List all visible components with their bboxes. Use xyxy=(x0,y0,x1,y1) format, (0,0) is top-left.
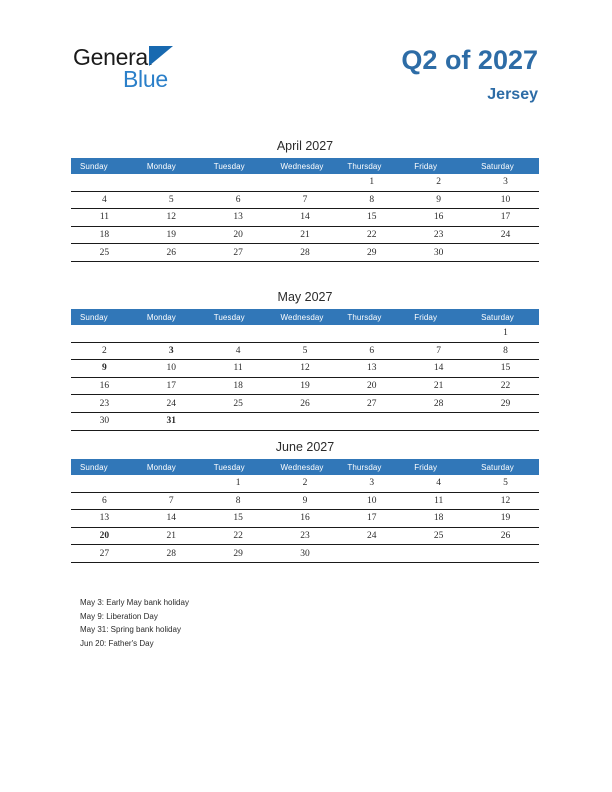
week-row xyxy=(71,342,539,360)
weekday-header-thursday: Thursday xyxy=(338,158,405,174)
day-cell[interactable]: 28 xyxy=(272,244,339,262)
day-cell-empty xyxy=(205,412,272,430)
week-row xyxy=(71,377,539,395)
day-cell[interactable]: 6 xyxy=(205,191,272,209)
day-cell[interactable]: 29 xyxy=(338,244,405,262)
day-cell[interactable]: 5 xyxy=(138,191,205,209)
day-cell[interactable]: 14 xyxy=(138,510,205,528)
day-cell[interactable]: 21 xyxy=(138,527,205,545)
day-cell[interactable]: 15 xyxy=(338,209,405,227)
day-cell[interactable]: 3 xyxy=(472,174,539,191)
weekday-header-friday: Friday xyxy=(405,158,472,174)
day-cell[interactable]: 9 xyxy=(272,492,339,510)
day-cell[interactable]: 18 xyxy=(205,377,272,395)
weekday-header-monday: Monday xyxy=(138,459,205,475)
day-cell[interactable]: 28 xyxy=(138,545,205,563)
day-cell[interactable]: 30 xyxy=(405,244,472,262)
month-title: May 2027 xyxy=(277,290,333,304)
logo-triangle-icon xyxy=(149,46,173,66)
day-cell[interactable]: 13 xyxy=(71,510,138,528)
logo-text-general: General xyxy=(73,44,153,70)
day-cell[interactable]: 21 xyxy=(405,377,472,395)
day-cell[interactable]: 25 xyxy=(405,527,472,545)
day-cell[interactable]: 26 xyxy=(472,527,539,545)
legend-item: May 31: Spring bank holiday xyxy=(80,625,181,635)
day-cell[interactable]: 19 xyxy=(272,377,339,395)
day-cell-empty xyxy=(338,412,405,430)
day-cell[interactable]: 28 xyxy=(405,395,472,413)
week-row xyxy=(71,209,539,227)
day-cell-empty xyxy=(272,412,339,430)
week-row xyxy=(71,545,539,563)
day-cell[interactable]: 8 xyxy=(205,492,272,510)
month-title: April 2027 xyxy=(276,139,334,153)
week-row xyxy=(71,527,539,545)
day-cell[interactable]: 25 xyxy=(71,244,138,262)
day-cell[interactable]: 1 xyxy=(472,325,539,342)
day-cell-empty xyxy=(272,174,339,191)
day-cell-empty xyxy=(472,244,539,262)
weekday-header-wednesday: Wednesday xyxy=(272,309,339,325)
day-cell-empty xyxy=(338,325,405,342)
day-cell-empty xyxy=(71,174,138,191)
weekday-header-row xyxy=(71,459,539,475)
weekday-header-sunday: Sunday xyxy=(71,459,138,475)
day-cell[interactable]: 13 xyxy=(338,360,405,378)
day-cell[interactable]: 23 xyxy=(405,226,472,244)
day-cell[interactable]: 2 xyxy=(71,342,138,360)
day-cell[interactable]: 1 xyxy=(205,475,272,492)
day-cell[interactable]: 19 xyxy=(472,510,539,528)
day-cell[interactable]: 10 xyxy=(338,492,405,510)
legend-item: May 9: Liberation Day xyxy=(80,611,158,621)
day-cell[interactable]: 24 xyxy=(472,226,539,244)
day-cell[interactable]: 11 xyxy=(71,209,138,227)
day-cell[interactable]: 4 xyxy=(405,475,472,492)
day-cell-holiday[interactable]: 31 xyxy=(138,412,205,430)
day-cell[interactable]: 18 xyxy=(71,226,138,244)
day-cell[interactable]: 30 xyxy=(71,412,138,430)
day-cell-empty xyxy=(138,475,205,492)
day-cell[interactable]: 23 xyxy=(272,527,339,545)
day-cell[interactable]: 17 xyxy=(338,510,405,528)
weekday-header-sunday: Sunday xyxy=(71,309,138,325)
day-cell[interactable]: 27 xyxy=(205,244,272,262)
day-cell[interactable]: 17 xyxy=(472,209,539,227)
day-cell[interactable]: 24 xyxy=(138,395,205,413)
day-cell-empty xyxy=(71,475,138,492)
week-row xyxy=(71,174,539,191)
day-cell[interactable]: 27 xyxy=(338,395,405,413)
weekday-header-row xyxy=(71,158,539,174)
day-cell[interactable]: 26 xyxy=(138,244,205,262)
month-title: June 2027 xyxy=(275,440,335,454)
title-block xyxy=(401,44,538,106)
day-cell[interactable]: 14 xyxy=(272,209,339,227)
day-cell-empty xyxy=(472,412,539,430)
weekday-header-friday: Friday xyxy=(405,459,472,475)
weekday-header-tuesday: Tuesday xyxy=(205,158,272,174)
week-row xyxy=(71,475,539,492)
page-title: Q2 of 2027 xyxy=(401,45,538,75)
day-cell[interactable]: 18 xyxy=(405,510,472,528)
legend-item: May 3: Early May bank holiday xyxy=(80,598,189,607)
day-cell[interactable]: 20 xyxy=(205,226,272,244)
day-cell-holiday[interactable]: 9 xyxy=(71,360,138,378)
day-cell-holiday[interactable]: 20 xyxy=(71,527,138,545)
day-cell[interactable]: 7 xyxy=(272,191,339,209)
day-cell[interactable]: 22 xyxy=(205,527,272,545)
day-cell[interactable]: 30 xyxy=(272,545,339,563)
general-blue-logo xyxy=(73,44,263,96)
day-cell[interactable]: 11 xyxy=(405,492,472,510)
day-cell-empty xyxy=(338,545,405,563)
day-cell-empty xyxy=(272,325,339,342)
weekday-header-friday: Friday xyxy=(405,309,472,325)
holiday-legend xyxy=(80,596,410,650)
day-cell[interactable]: 24 xyxy=(338,527,405,545)
day-cell-empty xyxy=(472,545,539,563)
day-cell[interactable]: 21 xyxy=(272,226,339,244)
week-row xyxy=(71,510,539,528)
weekday-header-wednesday: Wednesday xyxy=(272,459,339,475)
day-cell[interactable]: 10 xyxy=(138,360,205,378)
day-cell[interactable]: 9 xyxy=(405,191,472,209)
day-cell[interactable]: 22 xyxy=(338,226,405,244)
day-cell[interactable]: 8 xyxy=(338,191,405,209)
week-row xyxy=(71,492,539,510)
day-cell[interactable]: 7 xyxy=(138,492,205,510)
day-cell[interactable]: 12 xyxy=(138,209,205,227)
week-row xyxy=(71,244,539,262)
day-cell[interactable]: 12 xyxy=(272,360,339,378)
day-cell[interactable]: 16 xyxy=(272,510,339,528)
day-cell[interactable]: 16 xyxy=(405,209,472,227)
day-cell[interactable]: 19 xyxy=(138,226,205,244)
day-cell[interactable]: 6 xyxy=(338,342,405,360)
week-row xyxy=(71,360,539,378)
weekday-header-sunday: Sunday xyxy=(71,158,138,174)
day-cell[interactable]: 4 xyxy=(71,191,138,209)
day-cell[interactable]: 2 xyxy=(405,174,472,191)
day-cell[interactable]: 29 xyxy=(472,395,539,413)
weekday-header-saturday: Saturday xyxy=(472,158,539,174)
logo-text-blue: Blue xyxy=(123,66,168,92)
week-row xyxy=(71,395,539,413)
day-cell[interactable]: 5 xyxy=(472,475,539,492)
day-cell-empty xyxy=(405,325,472,342)
day-cell[interactable]: 26 xyxy=(272,395,339,413)
day-cell[interactable]: 2 xyxy=(272,475,339,492)
day-cell[interactable]: 5 xyxy=(272,342,339,360)
weekday-header-saturday: Saturday xyxy=(472,459,539,475)
day-cell[interactable]: 17 xyxy=(138,377,205,395)
day-cell[interactable]: 12 xyxy=(472,492,539,510)
day-cell[interactable]: 29 xyxy=(205,545,272,563)
day-cell[interactable]: 10 xyxy=(472,191,539,209)
month-block-may xyxy=(71,287,539,431)
day-cell-empty xyxy=(205,174,272,191)
weekday-header-saturday: Saturday xyxy=(472,309,539,325)
day-cell[interactable]: 23 xyxy=(71,395,138,413)
day-cell[interactable]: 15 xyxy=(472,360,539,378)
day-cell[interactable]: 14 xyxy=(405,360,472,378)
weekday-header-row xyxy=(71,309,539,325)
day-cell-empty xyxy=(138,174,205,191)
calendar-table xyxy=(71,459,539,563)
week-row xyxy=(71,226,539,244)
calendar-table xyxy=(71,158,539,262)
day-cell[interactable]: 27 xyxy=(71,545,138,563)
day-cell[interactable]: 7 xyxy=(405,342,472,360)
weekday-header-tuesday: Tuesday xyxy=(205,459,272,475)
weekday-header-thursday: Thursday xyxy=(338,459,405,475)
day-cell[interactable]: 25 xyxy=(205,395,272,413)
month-block-april xyxy=(71,136,539,262)
weekday-header-tuesday: Tuesday xyxy=(205,309,272,325)
day-cell[interactable]: 22 xyxy=(472,377,539,395)
day-cell-empty xyxy=(405,545,472,563)
day-cell-empty xyxy=(71,325,138,342)
day-cell[interactable]: 1 xyxy=(338,174,405,191)
day-cell[interactable]: 20 xyxy=(338,377,405,395)
day-cell[interactable]: 4 xyxy=(205,342,272,360)
day-cell[interactable]: 3 xyxy=(338,475,405,492)
region-subtitle: Jersey xyxy=(487,86,538,103)
day-cell[interactable]: 6 xyxy=(71,492,138,510)
day-cell[interactable]: 11 xyxy=(205,360,272,378)
day-cell[interactable]: 13 xyxy=(205,209,272,227)
weekday-header-monday: Monday xyxy=(138,158,205,174)
day-cell[interactable]: 15 xyxy=(205,510,272,528)
weekday-header-thursday: Thursday xyxy=(338,309,405,325)
day-cell-empty xyxy=(405,412,472,430)
weekday-header-wednesday: Wednesday xyxy=(272,158,339,174)
legend-item: Jun 20: Father's Day xyxy=(80,638,154,648)
day-cell-empty xyxy=(205,325,272,342)
week-row xyxy=(71,412,539,430)
week-row xyxy=(71,325,539,342)
day-cell-holiday[interactable]: 3 xyxy=(138,342,205,360)
day-cell[interactable]: 16 xyxy=(71,377,138,395)
weekday-header-monday: Monday xyxy=(138,309,205,325)
month-block-june xyxy=(71,437,539,563)
calendar-table xyxy=(71,309,539,431)
day-cell-empty xyxy=(138,325,205,342)
page-header xyxy=(0,0,612,130)
week-row xyxy=(71,191,539,209)
day-cell[interactable]: 8 xyxy=(472,342,539,360)
